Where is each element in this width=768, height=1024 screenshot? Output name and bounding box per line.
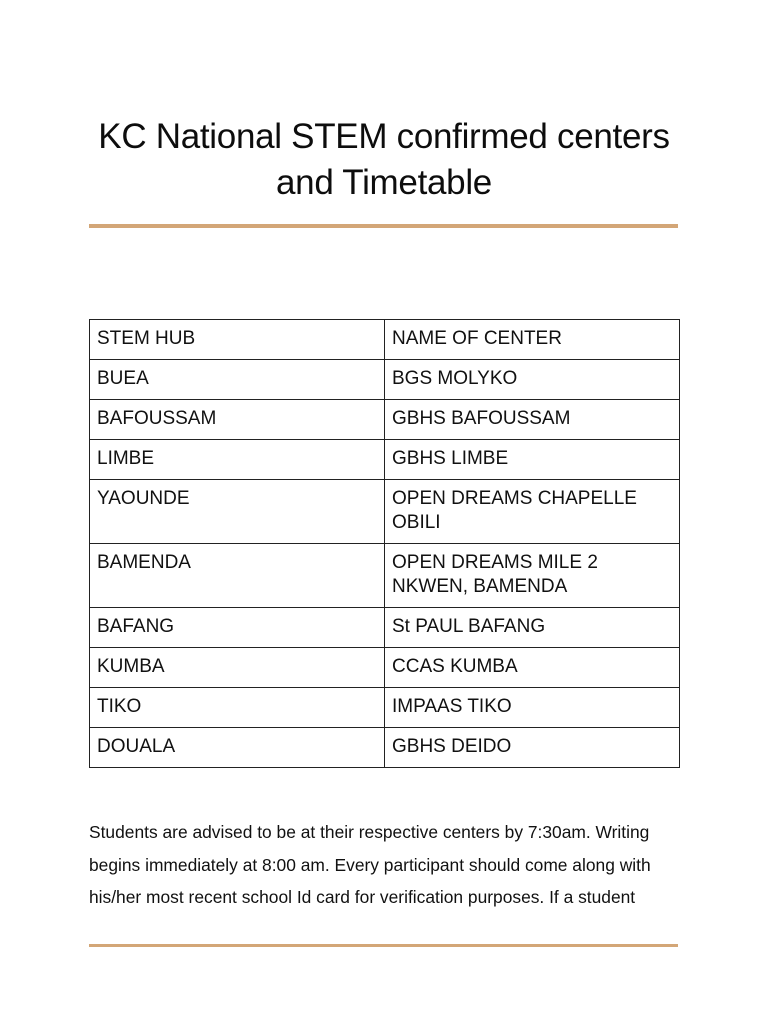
hub-cell: LIMBE [90,440,385,480]
bottom-divider [89,944,678,947]
table-row [90,544,680,608]
hub-cell: BAFOUSSAM [90,400,385,440]
hub-cell: KUMBA [90,648,385,688]
page-title: KC National STEM confirmed centers and Timetable [98,117,670,202]
table-row [90,728,680,768]
header-name-of-center: NAME OF CENTER [385,320,680,360]
center-cell: IMPAAS TIKO [385,688,680,728]
table-header-row [90,320,680,360]
hub-cell: BUEA [90,360,385,400]
center-cell: CCAS KUMBA [385,648,680,688]
center-cell: OPEN DREAMS CHAPELLE OBILI [385,480,680,544]
instructions-paragraph: Students are advised to be at their respective centers by 7:30am. Writing begins immediately at 8:00 am. Every participant should come along with his/her most recent school Id card for verification purposes. If a student [89,822,651,907]
table-row [90,608,680,648]
center-cell: BGS MOLYKO [385,360,680,400]
table-row [90,648,680,688]
header-stem-hub: STEM HUB [90,320,385,360]
hub-cell: TIKO [90,688,385,728]
centers-table [89,319,680,768]
center-cell: St PAUL BAFANG [385,608,680,648]
table-row [90,400,680,440]
table-row [90,688,680,728]
hub-cell: DOUALA [90,728,385,768]
center-cell: GBHS BAFOUSSAM [385,400,680,440]
table-row [90,360,680,400]
hub-cell: BAFANG [90,608,385,648]
title-divider [89,224,678,228]
table-row [90,480,680,544]
hub-cell: YAOUNDE [90,480,385,544]
center-cell: OPEN DREAMS MILE 2 NKWEN, BAMENDA [385,544,680,608]
center-cell: GBHS LIMBE [385,440,680,480]
hub-cell: BAMENDA [90,544,385,608]
table-row [90,440,680,480]
center-cell: GBHS DEIDO [385,728,680,768]
